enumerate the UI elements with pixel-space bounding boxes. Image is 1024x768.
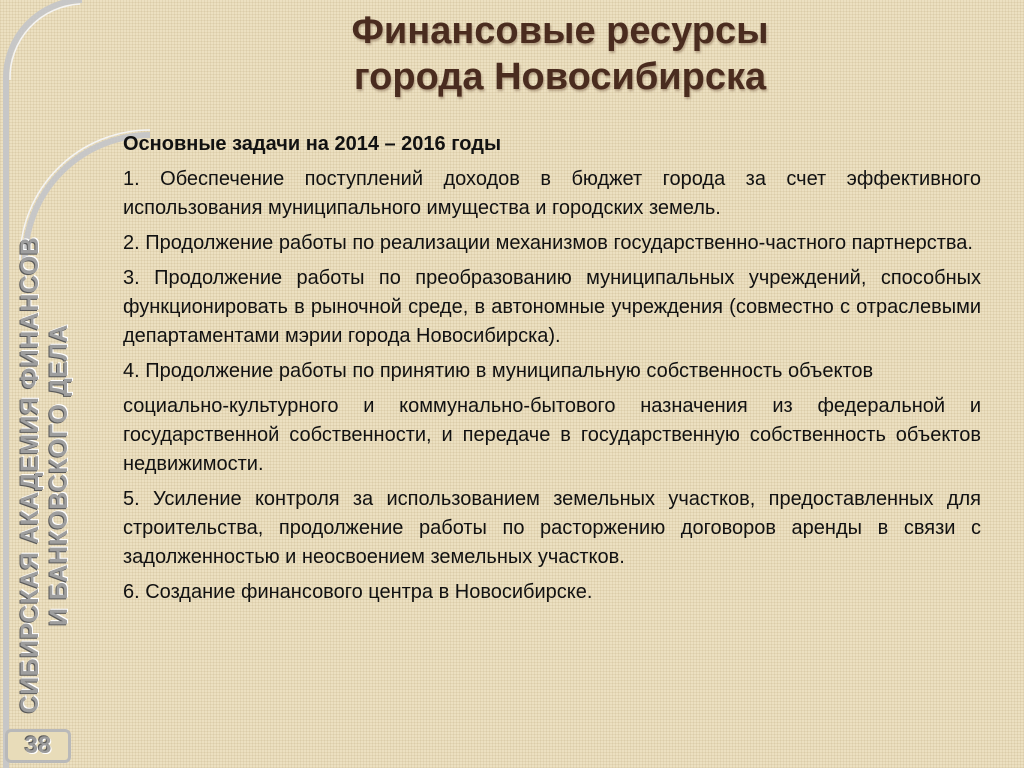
task-paragraph: 2. Продолжение работы по реализации механизмов государственно-частного партнерства.	[123, 232, 973, 254]
slide-title-line1: Финансовые ресурсы	[351, 10, 769, 52]
task-paragraph: социально-культурного и коммунально-бытового назначения из федеральной и государственной собственности, и передаче в государственную собственность объектов недвижимости.	[123, 395, 981, 475]
slide-body	[123, 130, 981, 613]
task-paragraph: 1. Обеспечение поступлений доходов в бюджет города за счет эффективного использования муниципального имущества и городских земель.	[123, 168, 981, 219]
institution-name-line1: СИБИРСКАЯ АКАДЕМИЯ ФИНАНСОВ	[16, 236, 44, 714]
task-paragraph: 6. Создание финансового центра в Новосибирске.	[123, 581, 593, 603]
vertical-institution-banner	[0, 230, 90, 720]
task-paragraph: 4. Продолжение работы по принятию в муниципальную собственность объектов	[123, 360, 874, 382]
institution-name	[16, 230, 74, 720]
task-paragraph: 5. Усиление контроля за использованием земельных участков, предоставленных для строительства, продолжение работы по расторжению договоров аренды в связи с задолженностью и неосвоением земельных участков.	[123, 488, 981, 568]
slide-title-line2: города Новосибирска	[353, 56, 767, 98]
page-number-badge: 38	[5, 729, 71, 763]
slide-title	[180, 8, 940, 100]
institution-name-line2: И БАНКОВСКОГО ДЕЛА	[45, 324, 73, 626]
task-paragraph: 3. Продолжение работы по преобразованию муниципальных учреждений, способных функционировать в рыночной среде, в автономные учреждения (совместно с отраслевыми департаментами мэрии города Новосибирска).	[123, 267, 981, 347]
section-heading: Основные задачи на 2014 – 2016 годы	[123, 133, 502, 155]
